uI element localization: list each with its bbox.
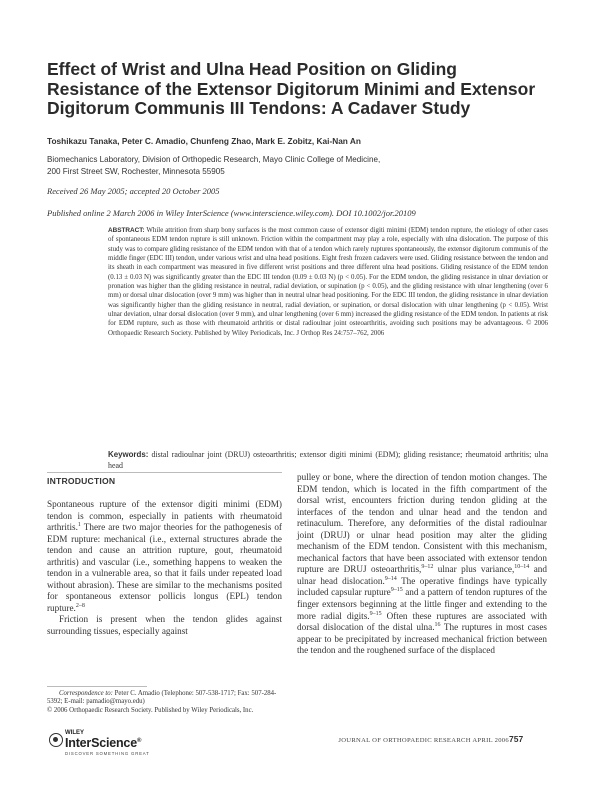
logo-wiley-text: WILEY (65, 730, 84, 736)
intro-paragraph-continued: pulley or bone, where the direction of tendon motion changes. The EDM tendon, which is located in the fifth compartment of the dorsal wrist, encounters friction during tendon gliding at the interfaces of the tendon and ulnar head and the tendon and retinaculum. Therefore, any deformities of the distal radioulnar joint (DRUJ) or ulnar head position may alter the gliding mechanism of the EDM tendon. Consistent with this mechanism, mechanical factors that have been associated with extensor tendon rupture are DRUJ osteoarthritis,$^{9-12}$ ulnar plus variance,$^{10-14}$ and ulnar head dislocation.$^{9-14}$ The operative findings have typically included capsular rupture$^{9-15}$ and a pattern of tendon ruptures of the finger extensors beginning at the little finger and extending to the more radial digits.$^{9-15}$ Often these ruptures are associated with dorsal dislocation of the distal ulna.$^{16}$ The ruptures in most cases appear to be precipitated by increased mechanical friction between the tendon and the roughened surface of the displaced (297, 472, 548, 656)
wiley-interscience-logo (47, 730, 167, 770)
keywords (108, 450, 548, 471)
footnote-divider (47, 686, 147, 687)
intro-paragraph-2: Friction is present when the tendon glides against surrounding tissues, especially against (47, 614, 282, 637)
copyright-note: © 2006 Orthopaedic Research Society. Published by Wiley Periodicals, Inc. (47, 706, 254, 714)
received-accepted-dates: Received 26 May 2005; accepted 20 October 2005 (47, 186, 220, 196)
logo-brand: InterScience® (65, 736, 142, 750)
article-title: Effect of Wrist and Ulna Head Position on Gliding Resistance of the Extensor Digitorum Minimi and Extensor Digitorum Communis III Tendons: A Cadaver Study (47, 59, 536, 118)
section-divider (47, 472, 282, 473)
abstract-text: While attrition from sharp bony surfaces is the most common cause of extensor digiti minimi (EDM) tendon rupture, the etiology of other cases of spontaneous EDM tendon rupture is still unknown. Friction within the compartment may play a role, especially with ulna dislocation. The purpose of this study was to compare gliding resistance of the EDM tendon with that of a tendon which rarely ruptures spontaneously, the extensor digitorum communis of the middle finger (EDC III) tendon, under various wrist and ulna head positions. Eight fresh frozen cadavers were used. Gliding resistance between the tendon and its sheath in each compartment was measured in five different wrist positions and three different ulna head positions. Gliding resistance of the EDM tendon (0.13 ± 0.03 N) was significantly greater than the EDC III tendon (0.09 ± 0.03 N) (p < 0.05). For the EDM tendon, the gliding resistance in ulnar deviation or pronation was higher than the gliding resistance in neutral, radial deviation, or supination (p < 0.05), and the gliding resistance with ulnar lengthening (over 6 mm) or dorsal ulnar dislocation (over 9 mm) was higher than in neutral ulnar head positioning. For the EDC III tendon, the gliding resistance in ulnar deviation was significantly higher than the gliding resistance in neutral, radial deviation, or supination, or dorsal dislocation with ulnar lengthening (p < 0.05). Wrist ulnar deviation, ulnar dorsal dislocation (over 9 mm), and ulnar lengthening (over 6 mm) increased the gliding resistance of the EDM tendon. In patients at risk for EDM rupture, such as those with rheumatoid arthritis or distal radioulnar joint osteoarthritis, avoiding such positions may be advantageous. © 2006 Orthopaedic Research Society. Published by Wiley Periodicals, Inc. J Orthop Res 24:757–762, 2006 (108, 227, 548, 337)
affiliation-line-2: 200 First Street SW, Rochester, Minnesota 55905 (47, 166, 225, 176)
affiliation-line-1: Biomechanics Laboratory, Division of Orthopedic Research, Mayo Clinic College of Medicine, (47, 155, 381, 164)
body-column-right (297, 472, 547, 657)
body-column-left (47, 499, 282, 638)
page-number: 757 (509, 734, 524, 744)
publication-info: Published online 2 March 2006 in Wiley InterScience (www.interscience.wiley.com). DOI 10.1002/jor.20109 (47, 208, 416, 218)
keywords-text: distal radioulnar joint (DRUJ) osteoarthritis; extensor digiti minimi (EDM); gliding resistance; rheumatoid arthritis; ulna head (108, 450, 549, 470)
journal-running-footer: JOURNAL OF ORTHOPAEDIC RESEARCH APRIL 2006 (338, 737, 509, 744)
author-list: Toshikazu Tanaka, Peter C. Amadio, Chunfeng Zhao, Mark E. Zobitz, Kai-Nan An (47, 136, 361, 146)
intro-paragraph-1: Spontaneous rupture of the extensor digiti minimi (EDM) tendon is common, especially in patients with rheumatoid arthritis.$^1$ There are two major theories for the pathogenesis of EDM rupture: mechanical (i.e., external structures abrade the tendon and cause an attrition rupture, gout, rheumatoid arthritis) and vascular (i.e., something happens to weaken the tendon in a vulnerable area, so that it fails under repeated load without abrasion). These are similar to the mechanisms posited for spontaneous extensor pollicis longus (EPL) tendon rupture.$^{2-8}$ (47, 499, 282, 613)
keywords-label: Keywords: (108, 450, 149, 459)
correspondence-note: Correspondence to: Peter C. Amadio (Telephone: 507-538-1717; Fax: 507-284-5392; E-mail: pamadio@mayo.edu) (47, 690, 277, 706)
affiliation (47, 154, 547, 177)
wiley-emblem-icon (49, 733, 63, 747)
logo-tagline: DISCOVER SOMETHING GREAT (65, 751, 150, 756)
abstract (108, 226, 548, 338)
section-heading-introduction: INTRODUCTION (47, 476, 116, 486)
footnote (47, 690, 282, 715)
abstract-label: ABSTRACT: (108, 227, 145, 234)
